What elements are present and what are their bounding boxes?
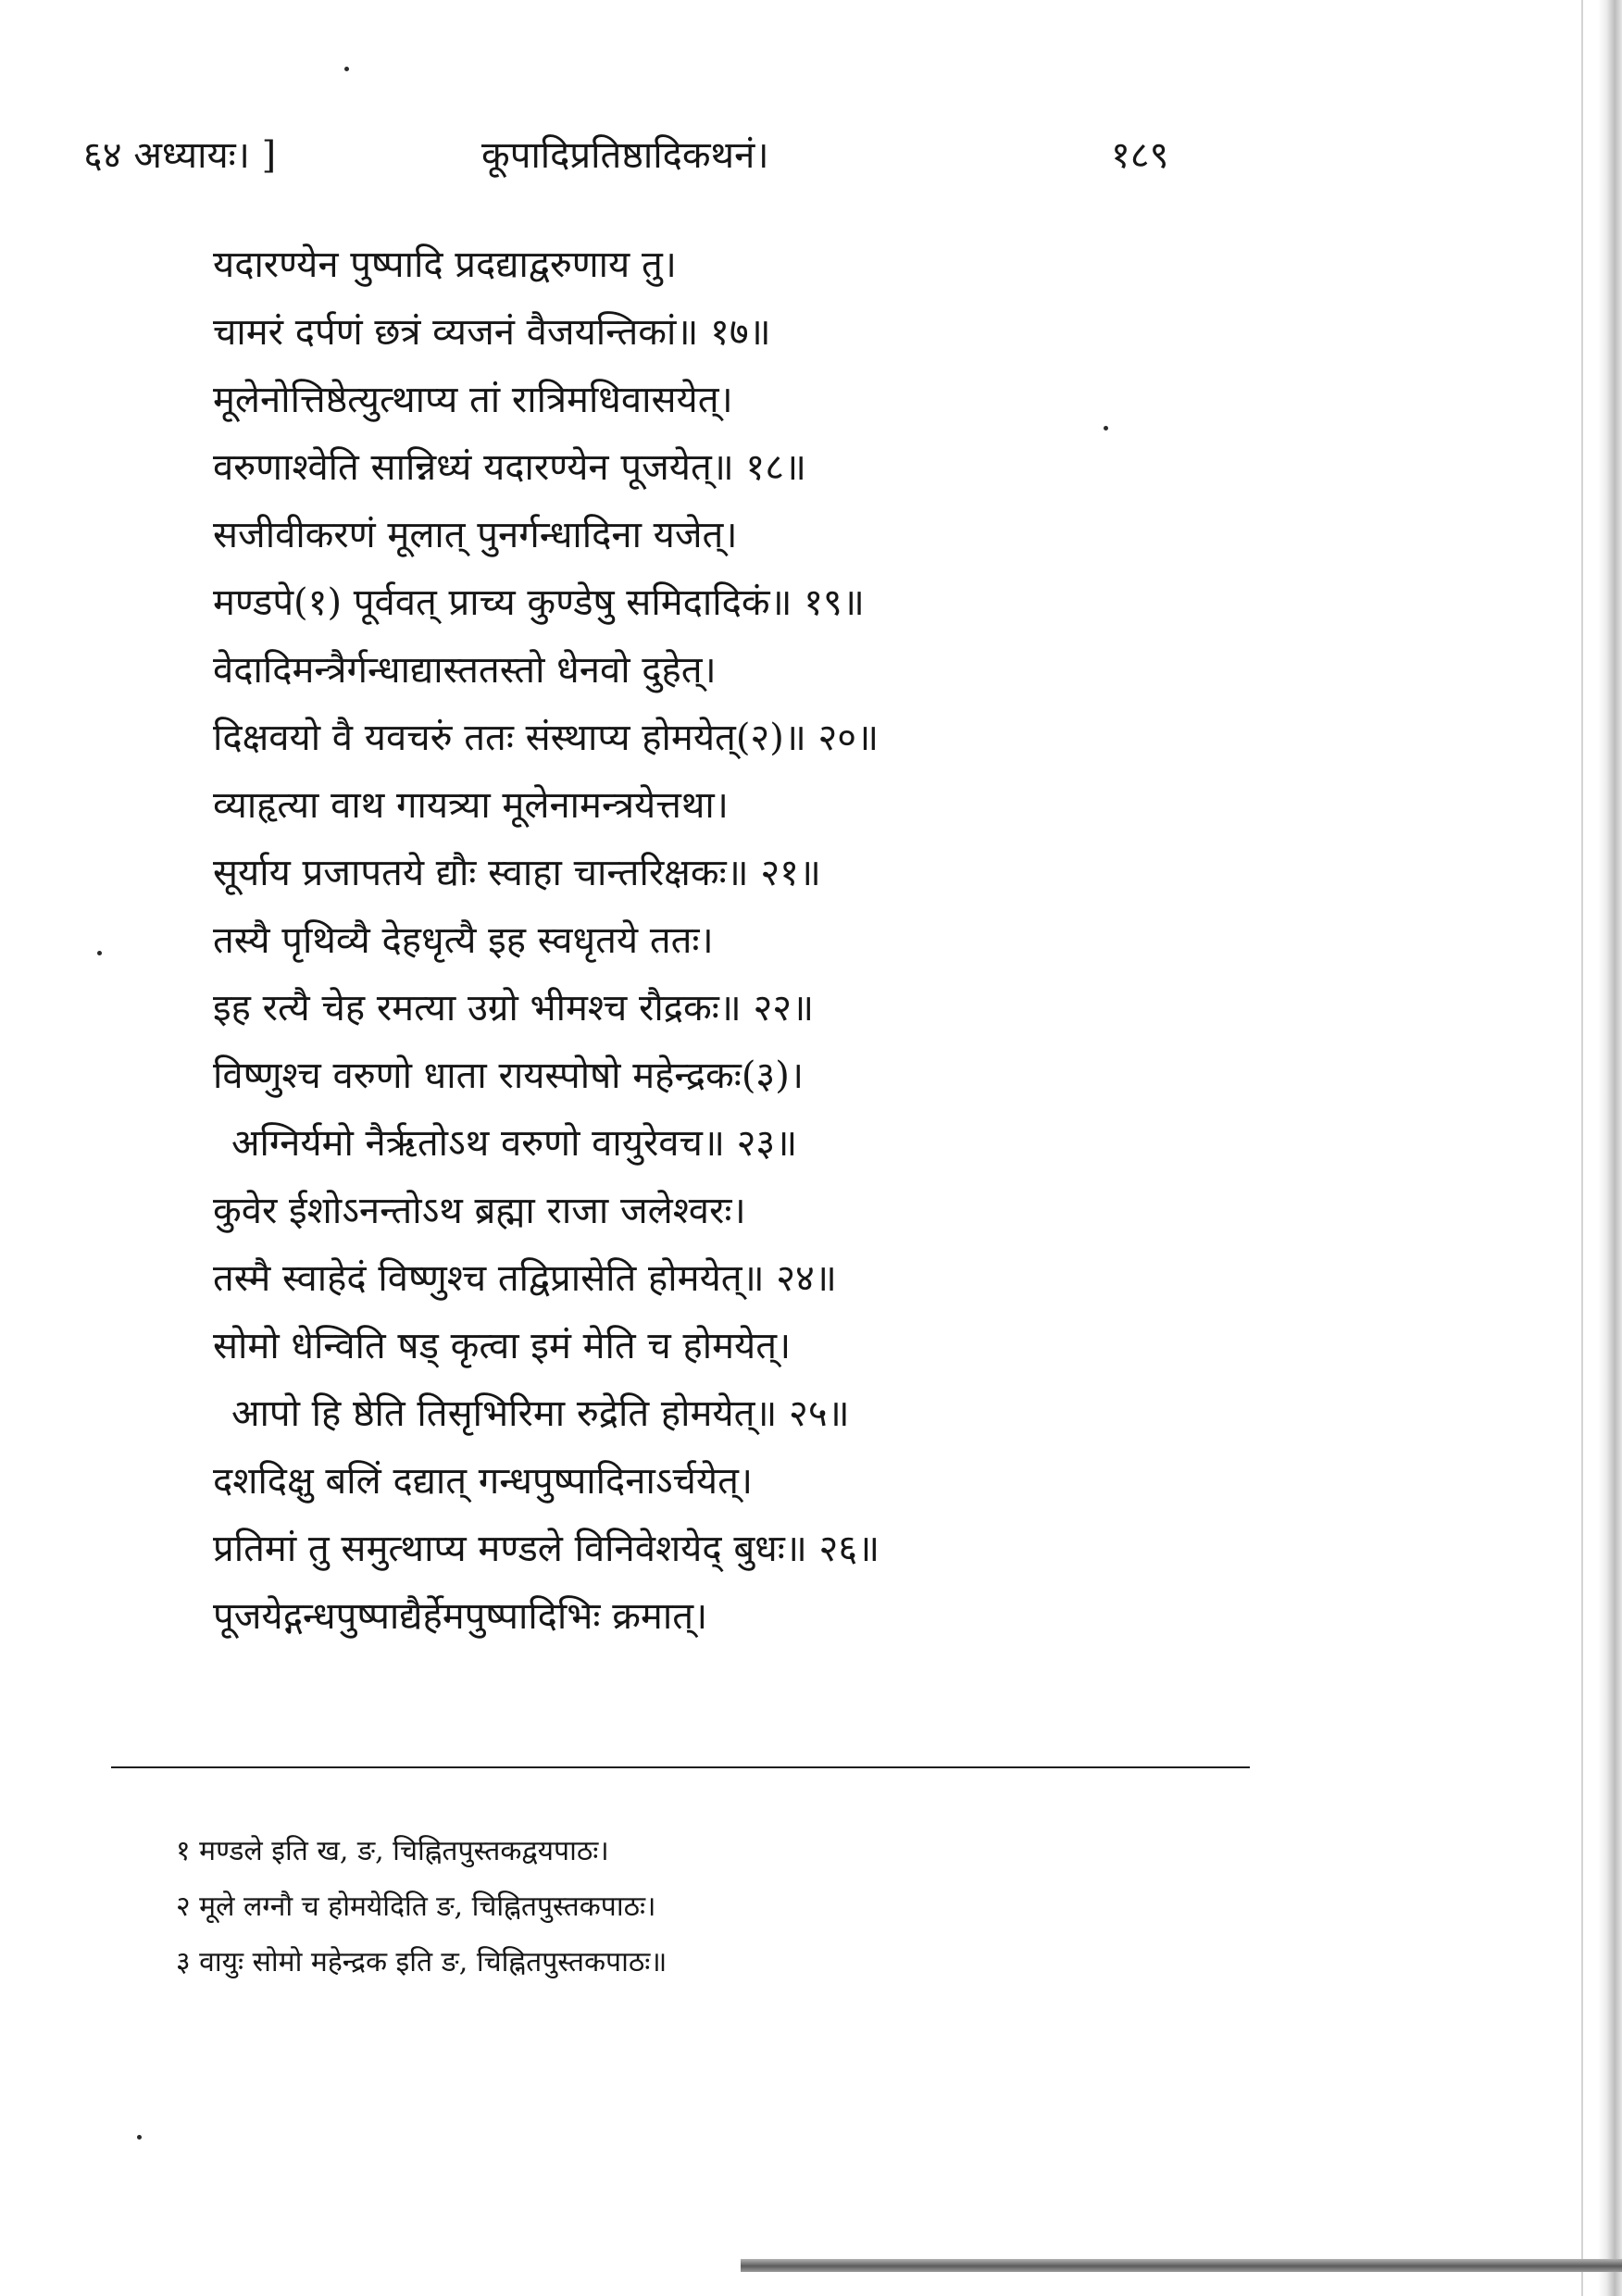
verse-line: सजीवीकरणं मूलात् पुनर्गन्धादिना यजेत्। — [213, 514, 738, 556]
verse-line: पूजयेद्गन्धपुष्पाद्यैर्हेमपुष्पादिभिः क्रमात्। — [213, 1595, 708, 1638]
verse-list — [213, 231, 1416, 1651]
verse-line: व्याहृत्या वाथ गायत्र्या मूलेनामन्त्रयेत्तथा। — [213, 784, 729, 827]
running-head-title: कूपादिप्रतिष्ठादिकथनं। — [481, 134, 769, 177]
verse-line: चामरं दर्पणं छत्रं व्यजनं वैजयन्तिकां॥ १७॥ — [213, 311, 771, 354]
verse-line: दिक्षवयो वै यवचरुं ततः संस्थाप्य होमयेत्(२)॥ २०॥ — [213, 717, 880, 759]
scan-bottom-shadow — [741, 2259, 1622, 2272]
scan-speck — [137, 2135, 142, 2140]
verse-line: सूर्याय प्रजापतये द्यौः स्वाहा चान्तरिक्षकः॥ २१॥ — [213, 852, 821, 894]
page-edge-shadow — [1598, 0, 1622, 2296]
verse-line: अग्निर्यमो नैर्ऋतोऽथ वरुणो वायुरेवच॥ २३॥ — [231, 1122, 798, 1165]
verse-line: इह रत्यै चेह रमत्या उग्रो भीमश्च रौद्रकः॥ २२॥ — [213, 987, 815, 1029]
footnote: १ मण्डले इति ख, ङ, चिह्नितपुस्तकद्वयपाठः। — [176, 1835, 609, 1867]
footnote-separator — [111, 1766, 1250, 1768]
verse-line: यदारण्येन पुष्पादि प्रदद्याद्वरुणाय तु। — [213, 243, 677, 286]
verse-line: विष्णुश्च वरुणो धाता रायस्पोषो महेन्द्रकः(३)। — [213, 1054, 804, 1097]
verse-line: तस्मै स्वाहेदं विष्णुश्च तद्विप्रासेति होमयेत्॥ २४॥ — [213, 1257, 837, 1300]
footnote: ३ वायुः सोमो महेन्द्रक इति ङ, चिह्नितपुस्तकपाठः॥ — [176, 1946, 668, 1978]
page-edge-line — [1581, 0, 1583, 2296]
verse-line: मूलेनोत्तिष्ठेत्युत्थाप्य तां रात्रिमधिवासयेत्। — [213, 379, 733, 421]
verse-line: आपो हि ष्ठेति तिसृभिरिमा रुद्रेति होमयेत्॥ २५॥ — [231, 1392, 850, 1435]
scan-speck — [344, 67, 349, 71]
verse-line: प्रतिमां तु समुत्थाप्य मण्डले विनिवेशयेद् बुधः॥ २६॥ — [213, 1528, 880, 1570]
verse-line: मण्डपे(१) पूर्ववत् प्राच्य कुण्डेषु समिदादिकं॥ १९॥ — [213, 581, 865, 624]
verse-line: वेदादिमन्त्रैर्गन्धाद्यास्ततस्तो धेनवो दुहेत्। — [213, 649, 717, 692]
footnote: २ मूले लग्नौ च होमयेदिति ङ, चिह्नितपुस्तकपाठः। — [176, 1890, 656, 1923]
verse-line: तस्यै पृथिव्यै देहधृत्यै इह स्वधृतये ततः। — [213, 919, 714, 962]
page-number: १८९ — [1111, 134, 1169, 177]
footnote-list — [176, 1824, 1194, 1990]
scan-speck — [97, 951, 102, 955]
verse-line: दशदिक्षु बलिं दद्यात् गन्धपुष्पादिनाऽर्चयेत्। — [213, 1460, 754, 1503]
verse-line: सोमो धेन्विति षड् कृत्वा इमं मेति च होमयेत्। — [213, 1325, 792, 1367]
verse-line: कुवेर ईशोऽनन्तोऽथ ब्रह्मा राजा जलेश्वरः। — [213, 1190, 746, 1232]
verse-line: वरुणाश्वेति सान्निध्यं यदारण्येन पूजयेत्॥ १८॥ — [213, 446, 806, 489]
running-head-chapter: ६४ अध्यायः। ] — [83, 134, 277, 177]
